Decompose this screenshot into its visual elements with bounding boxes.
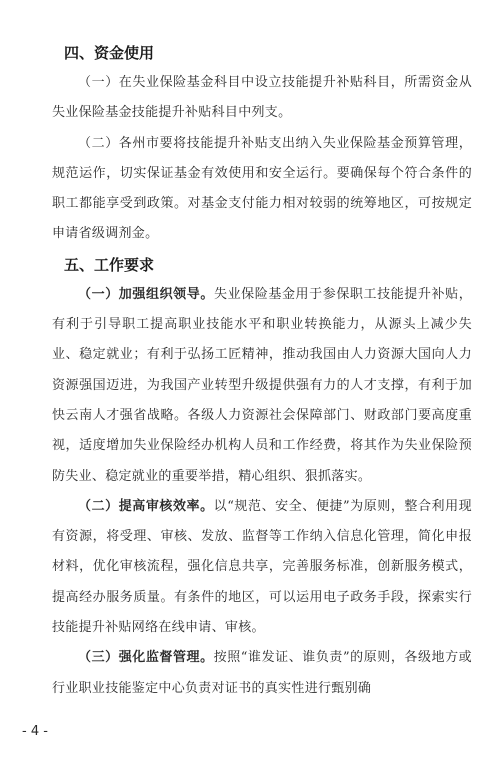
paragraph-lead: （二）提高审核效率。 [78, 498, 214, 514]
paragraph [52, 129, 472, 250]
paragraph-text: 失业保险基金用于参保职工技能提升补贴，有利于引导职工提高职业技能水平和职业转换能力，从源头上减少失业、稳定就业；有利于弘扬工匠精神，推动我国由人力资源大国向人力资源强国迈进，为我国产业转型升级提供强有力的人才支撑，有利于加快云南人才强省战略。各级人力资源社会保障部门、财政部门要高度重视，适度增加失业保险经办机构人员和工作经费，将其作为失业保险预防失业、稳定就业的重要举措，精心组织、狠抓落实。 [52, 286, 472, 484]
paragraph [52, 643, 472, 704]
paragraph-text: （二）各州市要将技能提升补贴支出纳入失业保险基金预算管理，规范运作，切实保证基金有效使用和安全运行。要确保每个符合条件的职工都能享受到政策。对基金支付能力相对较弱的统筹地区，可按规定申请省级调剂金。 [52, 135, 472, 242]
paragraph [52, 492, 472, 643]
paragraph [52, 68, 472, 129]
paragraph-lead: （一）加强组织领导。 [78, 286, 214, 302]
paragraph [52, 280, 472, 492]
section-heading-funds-use: 四、资金使用 [64, 44, 155, 62]
page-number: - 4 - [22, 724, 48, 739]
paragraph-text: （一）在失业保险基金科目中设立技能提升补贴科目，所需资金从失业保险基金技能提升补贴科目中列支。 [52, 75, 472, 121]
paragraph-text: 以“规范、安全、便捷”为原则，整合利用现有资源，将受理、审核、发放、监督等工作纳入信息化管理，简化申报材料，优化审核流程，强化信息共享，完善服务标准，创新服务模式，提高经办服务质量。有条件的地区，可以运用电子政务手段，探索实行技能提升补贴网络在线申请、审核。 [52, 498, 472, 636]
document-body [52, 38, 472, 704]
paragraph-lead: （三）强化监督管理。 [78, 650, 214, 666]
paragraph-text: 按照“谁发证、谁负责”的原则，各级地方或行业职业技能鉴定中心负责对证书的真实性进行甄别确 [52, 650, 472, 696]
section-heading-work-requirements: 五、工作要求 [64, 255, 155, 274]
